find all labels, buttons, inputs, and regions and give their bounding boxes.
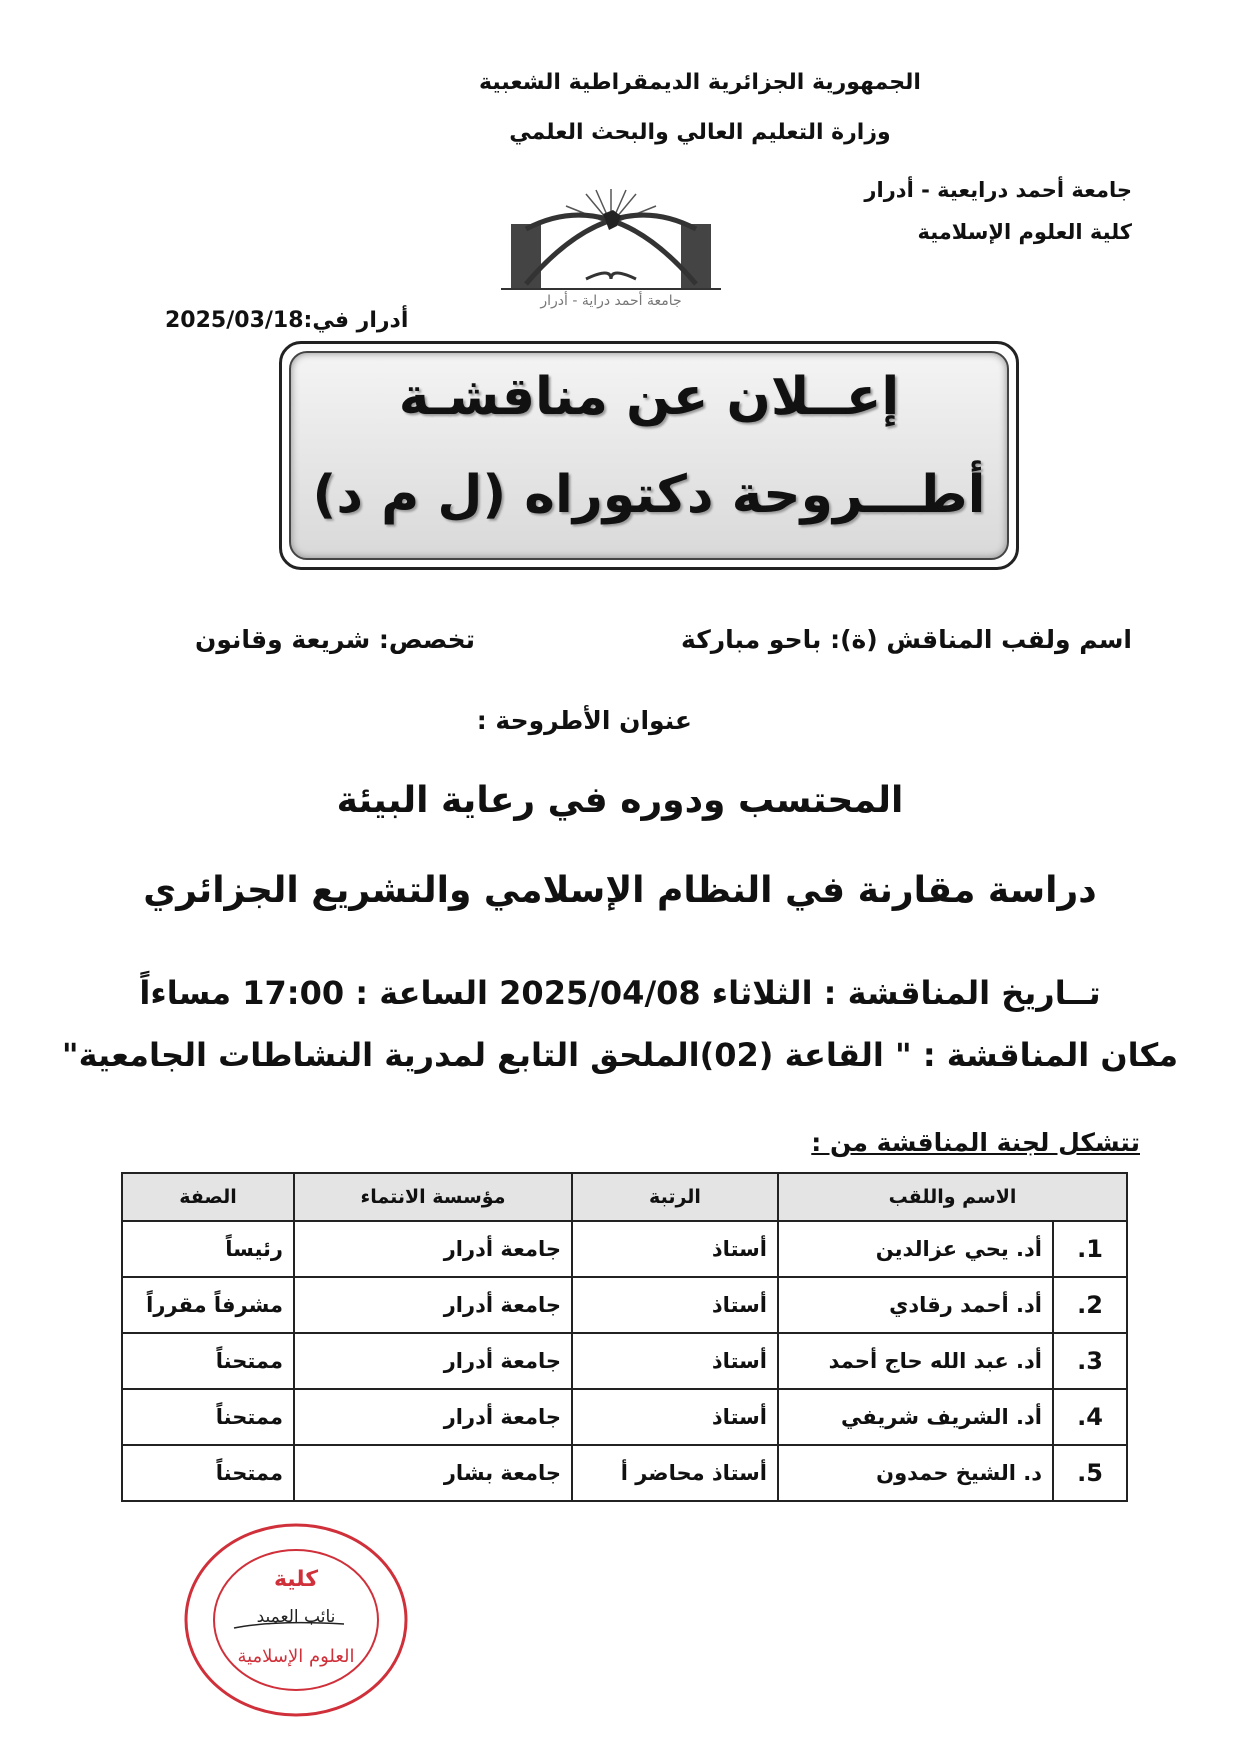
republic-header: الجمهورية الجزائرية الديمقراطية الشعبية bbox=[479, 70, 921, 95]
thesis-title: المحتسب ودوره في رعاية البيئة bbox=[336, 780, 904, 821]
header-institution: مؤسسة الانتماء bbox=[294, 1173, 572, 1221]
member-institution: جامعة أدرار bbox=[294, 1333, 572, 1389]
member-rank: أستاذ bbox=[572, 1389, 778, 1445]
table-row bbox=[122, 1389, 1127, 1445]
official-stamp bbox=[179, 1520, 413, 1720]
announcement-banner bbox=[279, 341, 1019, 570]
member-institution: جامعة أدرار bbox=[294, 1277, 572, 1333]
member-institution: جامعة أدرار bbox=[294, 1221, 572, 1277]
banner-line-1: إعــلان عن مناقشـة bbox=[398, 367, 900, 427]
table-row bbox=[122, 1445, 1127, 1501]
thesis-subtitle: دراسة مقارنة في النظام الإسلامي والتشريع الجزائري bbox=[143, 870, 1097, 911]
logo-caption: جامعة أحمد دراية - أدرار bbox=[540, 293, 682, 309]
ministry-header: وزارة التعليم العالي والبحث العلمي bbox=[509, 120, 891, 145]
signature: نائب العميد bbox=[256, 1607, 336, 1627]
candidate-name-label: اسم ولقب المناقش (ة): bbox=[830, 625, 1132, 654]
defense-place: مكان المناقشة : " القاعة (02)الملحق التابع لمدرية النشاطات الجامعية" bbox=[61, 1036, 1179, 1074]
committee-table bbox=[121, 1172, 1128, 1502]
table-row bbox=[122, 1221, 1127, 1277]
row-number: 3. bbox=[1053, 1333, 1127, 1389]
member-name: أد. يحي عزالدين bbox=[778, 1221, 1053, 1277]
member-role: ممتحناً bbox=[122, 1333, 294, 1389]
member-name: أد. عبد الله حاج أحمد bbox=[778, 1333, 1053, 1389]
member-institution: جامعة بشار bbox=[294, 1445, 572, 1501]
member-role: ممتحناً bbox=[122, 1389, 294, 1445]
specialty-label: تخصص: bbox=[378, 625, 476, 654]
stamp-text-2: العلوم الإسلامية bbox=[237, 1646, 355, 1667]
row-number: 1. bbox=[1053, 1221, 1127, 1277]
faculty-name: كلية العلوم الإسلامية bbox=[917, 220, 1132, 244]
row-number: 5. bbox=[1053, 1445, 1127, 1501]
member-rank: أستاذ bbox=[572, 1277, 778, 1333]
row-number: 4. bbox=[1053, 1389, 1127, 1445]
candidate-name: باحو مباركة bbox=[681, 625, 822, 654]
committee-label: تتشكل لجنة المناقشة من : bbox=[811, 1128, 1140, 1157]
table-header-row bbox=[122, 1173, 1127, 1221]
specialty-line bbox=[195, 625, 475, 654]
stamp-text: كلية bbox=[273, 1567, 319, 1592]
defense-date: تــاريخ المناقشة : الثلاثاء 2025/04/08 الساعة : 17:00 مساءاً bbox=[139, 974, 1101, 1012]
member-name: أد. أحمد رقادي bbox=[778, 1277, 1053, 1333]
member-role: رئيساً bbox=[122, 1221, 294, 1277]
header-role: الصفة bbox=[122, 1173, 294, 1221]
member-rank: أستاذ bbox=[572, 1333, 778, 1389]
university-name: جامعة أحمد درايعية - أدرار bbox=[864, 178, 1132, 202]
member-institution: جامعة أدرار bbox=[294, 1389, 572, 1445]
issue-date: أدرار في:2025/03/18 bbox=[165, 308, 409, 333]
thesis-title-label: عنوان الأطروحة : bbox=[476, 706, 692, 735]
specialty: شريعة وقانون bbox=[195, 625, 371, 654]
member-name: د. الشيخ حمدون bbox=[778, 1445, 1053, 1501]
member-rank: أستاذ محاضر أ bbox=[572, 1445, 778, 1501]
member-rank: أستاذ bbox=[572, 1221, 778, 1277]
member-role: ممتحناً bbox=[122, 1445, 294, 1501]
university-logo bbox=[491, 184, 732, 309]
member-name: أد. الشريف شريفي bbox=[778, 1389, 1053, 1445]
banner-line-2: أطـــروحة دكتوراه (ل م د) bbox=[312, 465, 986, 525]
header-rank: الرتبة bbox=[572, 1173, 778, 1221]
candidate-name-line bbox=[681, 625, 1132, 654]
header-name: الاسم واللقب bbox=[778, 1173, 1127, 1221]
table-row bbox=[122, 1277, 1127, 1333]
member-role: مشرفاً مقرراً bbox=[122, 1277, 294, 1333]
row-number: 2. bbox=[1053, 1277, 1127, 1333]
table-row bbox=[122, 1333, 1127, 1389]
